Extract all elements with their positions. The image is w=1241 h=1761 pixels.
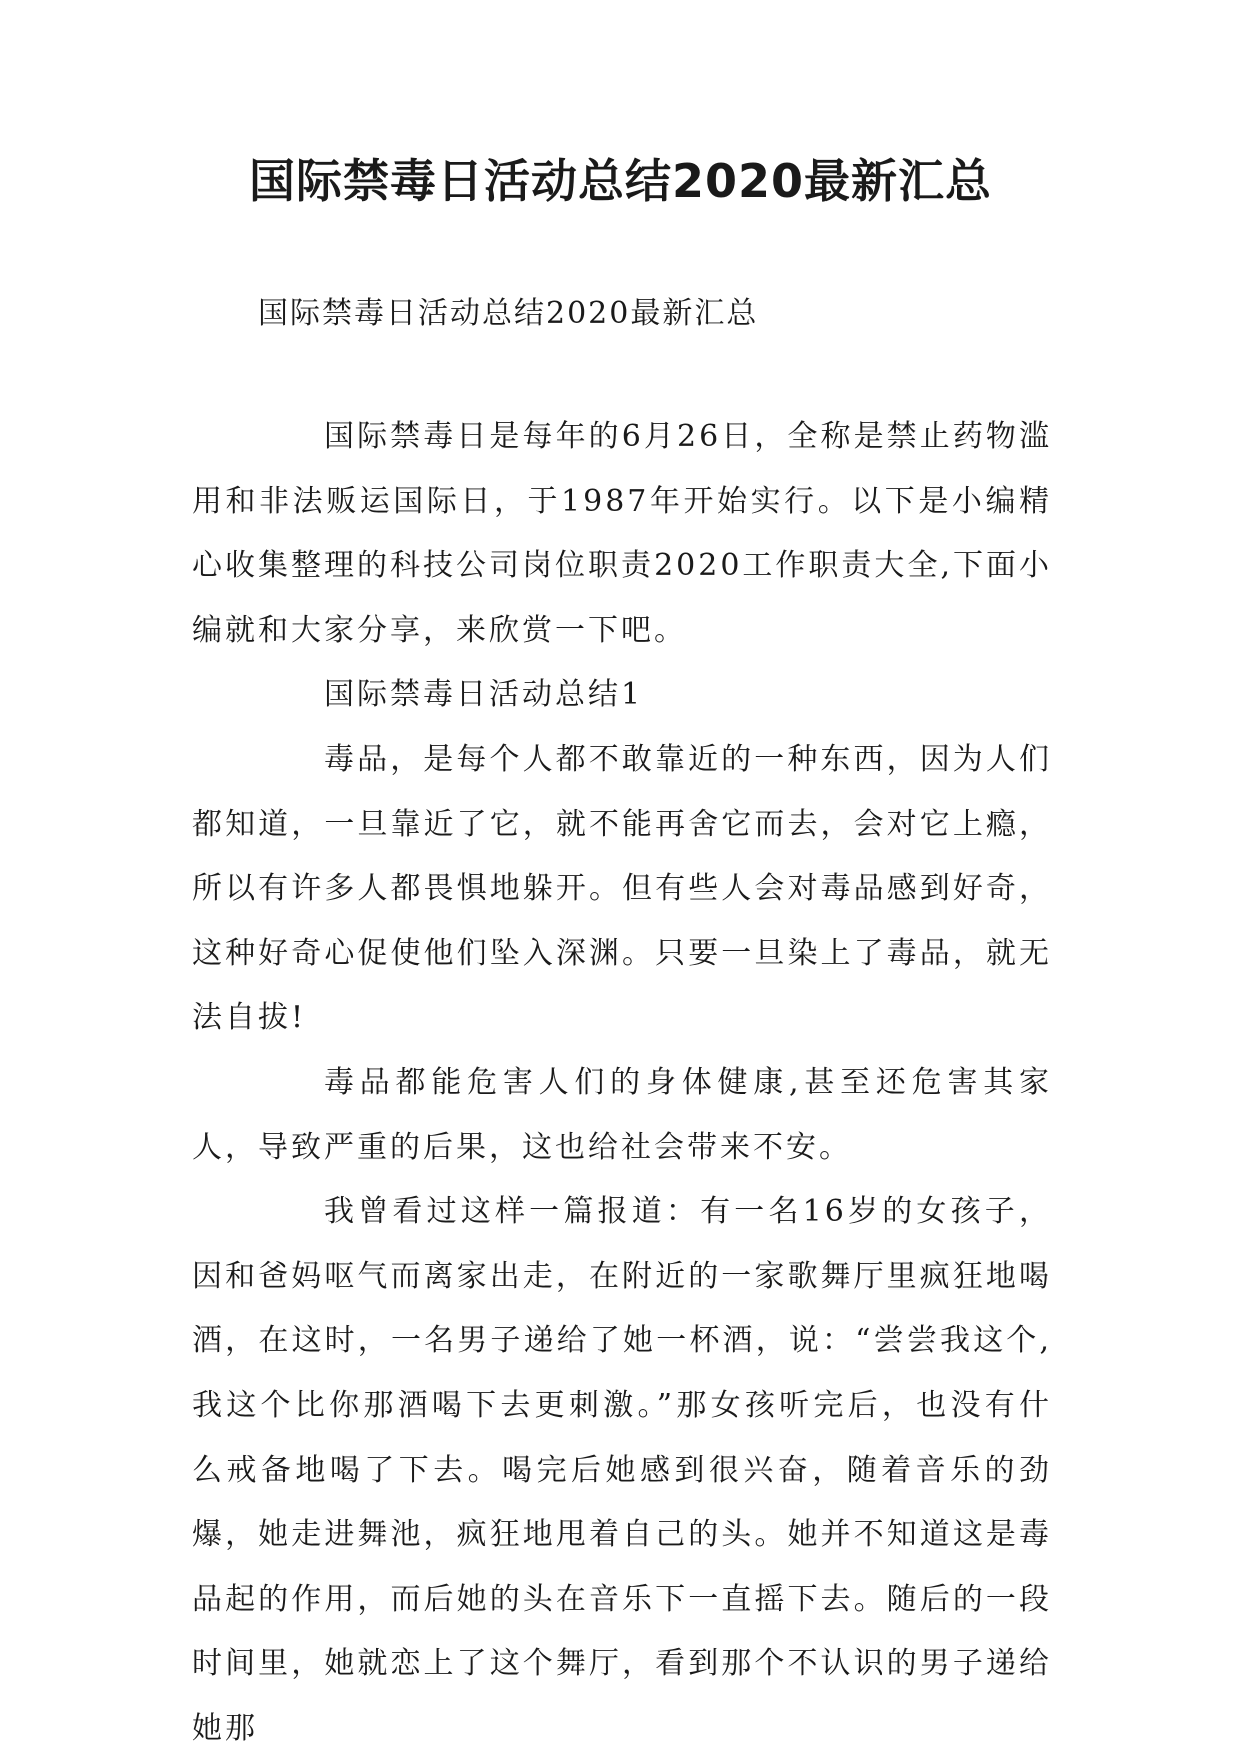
paragraph-harm: 毒品都能危害人们的身体健康,甚至还危害其家人，导致严重的后果，这也给社会带来不安。 [192,1064,1052,1165]
document-body [192,405,1052,1761]
section-heading: 国际禁毒日活动总结1 [324,677,644,713]
paragraph-story: 我曾看过这样一篇报道：有一名16岁的女孩子，因和爸妈呕气而离家出走，在附近的一家歌舞厅里疯狂地喝酒，在这时，一名男子递给了她一杯酒，说：“尝尝我这个,我这个比你那酒喝下去更刺激。”那女孩听完后，也没有什么戒备地喝了下去。喝完后她感到很兴奋，随着音乐的劲爆，她走进舞池，疯狂地甩着自己的头。她并不知道这是毒品起的作用，而后她的头在音乐下一直摇下去。随后的一段时间里，她就恋上了这个舞厅，看到那个不认识的男子递给她那 [192,1194,1052,1746]
document-subtitle: 国际禁毒日活动总结2020最新汇总 [258,296,759,331]
paragraph-intro: 国际禁毒日是每年的6月26日，全称是禁止药物滥用和非法贩运国际日，于1987年开始实行。以下是小编精心收集整理的科技公司岗位职责2020工作职责大全,下面小编就和大家分享，来欣赏一下吧。 [192,419,1052,648]
document-title: 国际禁毒日活动总结2020最新汇总 [248,154,993,208]
paragraph-drugs: 毒品，是每个人都不敢靠近的一种东西，因为人们都知道，一旦靠近了它，就不能再舍它而去，会对它上瘾，所以有许多人都畏惧地躲开。但有些人会对毒品感到好奇，这种好奇心促使他们坠入深渊。只要一旦染上了毒品，就无法自拔! [192,741,1052,1036]
